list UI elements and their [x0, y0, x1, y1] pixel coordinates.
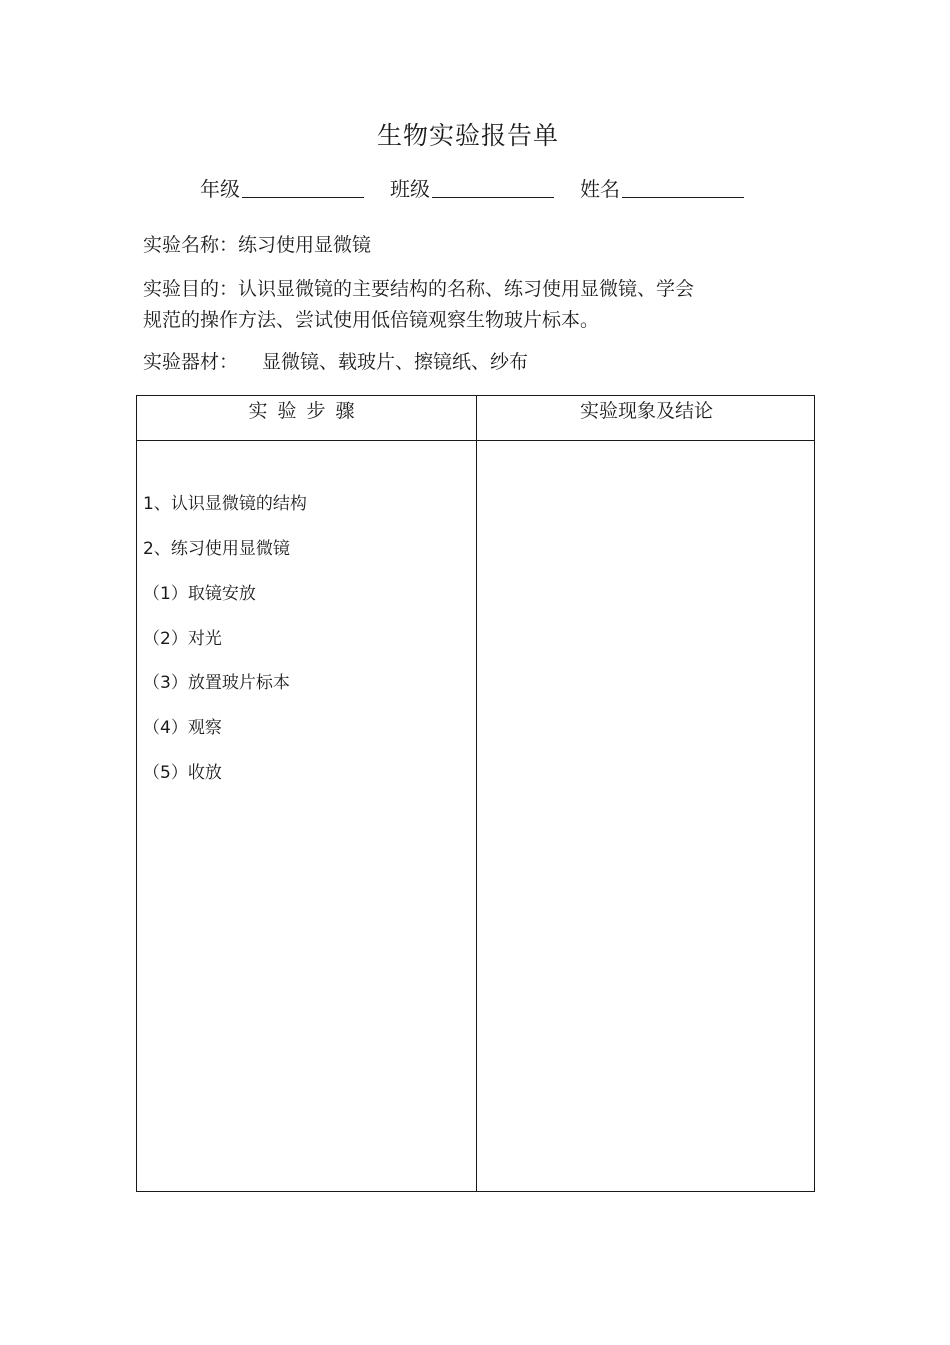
header-results: 实验现象及结论 [579, 400, 713, 422]
class-field [390, 172, 554, 202]
step-item: （1）取镜安放 [143, 584, 256, 604]
step-item: 2、练习使用显微镜 [143, 539, 290, 559]
grade-label: 年级 [200, 177, 240, 201]
header-steps: 实验步骤 [248, 400, 365, 422]
name-blank-line [622, 197, 744, 198]
name-label: 姓名 [580, 177, 620, 201]
experiment-materials-value: 显微镜、载玻片、擦镜纸、纱布 [262, 351, 529, 373]
name-field [580, 172, 744, 202]
step-item: （2）对光 [143, 629, 222, 649]
column-divider [476, 396, 477, 1191]
report-table [136, 395, 815, 1192]
header-divider [137, 440, 814, 441]
experiment-materials [143, 347, 763, 378]
class-blank-line [432, 197, 554, 198]
experiment-purpose-line2: 规范的操作方法、尝试使用低倍镜观察生物玻片标本。 [143, 309, 600, 331]
page-title: 生物实验报告单 [376, 121, 559, 150]
step-item: （5）收放 [143, 763, 222, 783]
experiment-purpose [143, 274, 763, 336]
experiment-name [143, 230, 763, 261]
step-item: （4）观察 [143, 718, 222, 738]
step-item: 1、认识显微镜的结构 [143, 494, 307, 514]
grade-field [200, 172, 364, 202]
experiment-materials-label: 实验器材： [143, 351, 239, 373]
experiment-name-value: 练习使用显微镜 [238, 234, 372, 256]
class-label: 班级 [390, 177, 430, 201]
experiment-purpose-label: 实验目的： [143, 278, 239, 300]
grade-blank-line [242, 197, 364, 198]
experiment-name-label: 实验名称： [143, 234, 239, 256]
experiment-purpose-line1: 认识显微镜的主要结构的名称、练习使用显微镜、学会 [238, 278, 695, 300]
step-item: （3）放置玻片标本 [143, 673, 290, 693]
